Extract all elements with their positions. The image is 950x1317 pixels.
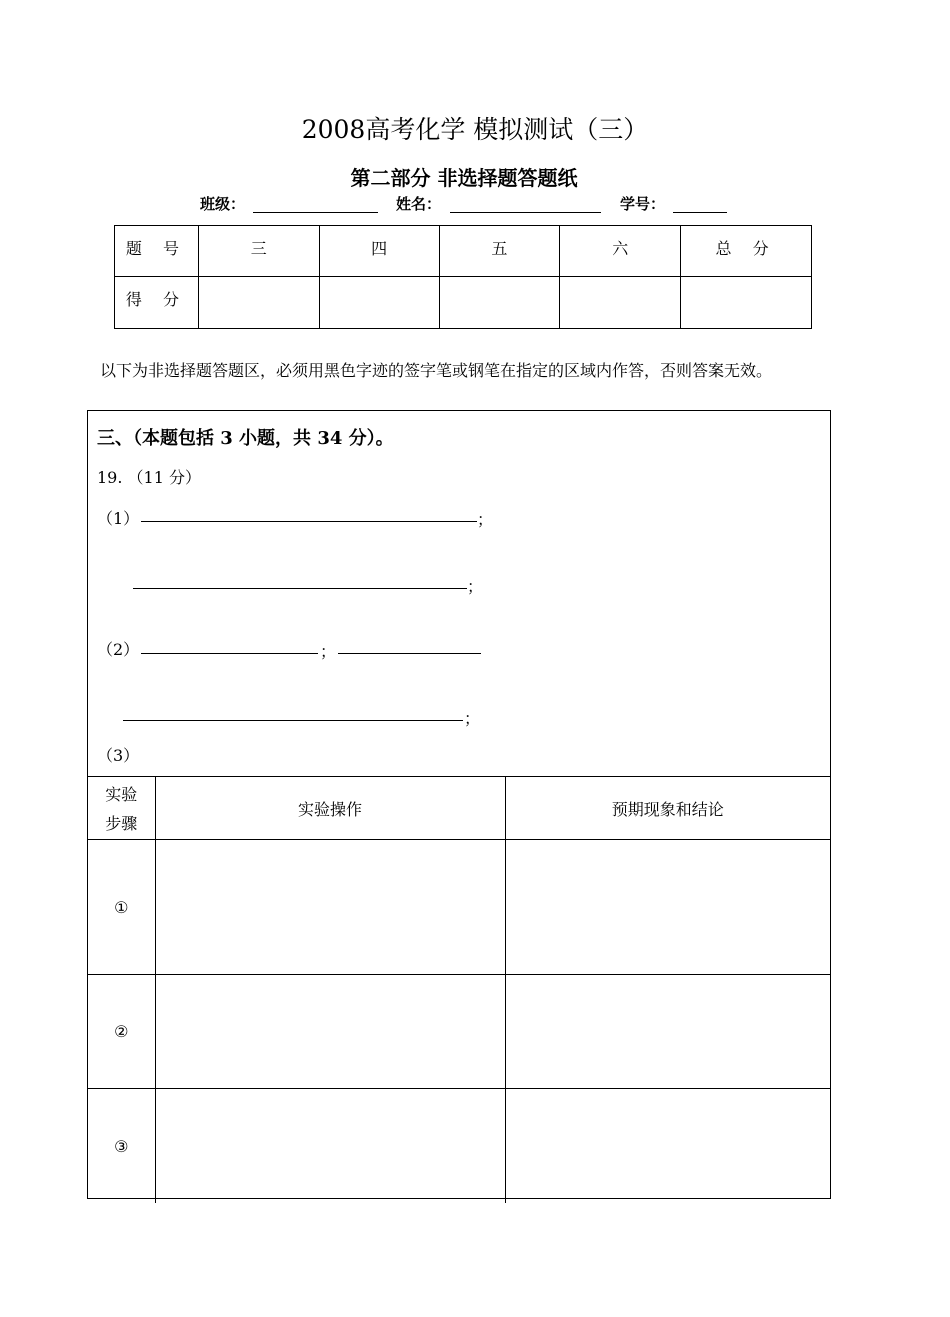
experiment-table (88, 776, 830, 1203)
score-col-3: 三 (198, 226, 319, 277)
part-3-label: （3） (97, 746, 140, 765)
semicolon: ； (477, 510, 494, 529)
score-col-4: 四 (319, 226, 439, 277)
answer-line[interactable] (141, 521, 477, 522)
score-header-label: 题 号 (115, 226, 199, 277)
answer-area (87, 410, 831, 1199)
part-2-label: （2） (97, 640, 140, 659)
result-cell[interactable] (505, 840, 830, 975)
operation-header: 实验操作 (155, 777, 505, 840)
step-header-line2: 步骤 (105, 814, 138, 833)
step-1-label: ① (88, 840, 155, 975)
score-row-label: 得 分 (115, 277, 199, 329)
step-header-line1: 实验 (105, 785, 138, 804)
operation-cell[interactable] (155, 840, 505, 975)
answer-line[interactable] (338, 653, 481, 654)
score-col-total: 总 分 (681, 226, 812, 277)
name-field[interactable] (450, 193, 601, 213)
semicolon: ； (467, 577, 484, 596)
step-2-label: ② (88, 975, 155, 1089)
result-header: 预期现象和结论 (505, 777, 830, 840)
score-col-6: 六 (560, 226, 681, 277)
question-19-label: 19. （11 分） (97, 468, 201, 487)
score-cell[interactable] (681, 277, 812, 329)
class-label: 班级： (200, 195, 246, 213)
page-title: 2008高考化学 模拟测试（三） (301, 115, 649, 144)
answer-line[interactable] (141, 653, 318, 654)
operation-cell[interactable] (155, 1089, 505, 1204)
score-cell[interactable] (439, 277, 560, 329)
answer-line[interactable] (123, 720, 463, 721)
score-cell[interactable] (319, 277, 439, 329)
section-heading: 三、（本题包括 3 小题，共 34 分）。 (97, 428, 394, 449)
step-header (88, 777, 155, 840)
score-table (114, 225, 812, 329)
class-field[interactable] (253, 193, 378, 213)
answer-line[interactable] (133, 588, 467, 589)
score-cell[interactable] (198, 277, 319, 329)
step-3-label: ③ (88, 1089, 155, 1204)
name-label: 姓名： (396, 195, 442, 213)
score-cell[interactable] (560, 277, 681, 329)
id-field[interactable] (673, 193, 727, 213)
result-cell[interactable] (505, 1089, 830, 1204)
part-1-label: （1） (97, 509, 140, 528)
result-cell[interactable] (505, 975, 830, 1089)
page-subtitle: 第二部分 非选择题答题纸 (350, 166, 578, 190)
semicolon: ； (320, 642, 337, 661)
id-label: 学号： (620, 195, 666, 213)
semicolon: ； (464, 709, 481, 728)
score-col-5: 五 (439, 226, 560, 277)
notice-text: 以下为非选择题答题区，必须用黑色字迹的签字笔或钢笔在指定的区域内作答，否则答案无效。 (100, 361, 773, 380)
operation-cell[interactable] (155, 975, 505, 1089)
